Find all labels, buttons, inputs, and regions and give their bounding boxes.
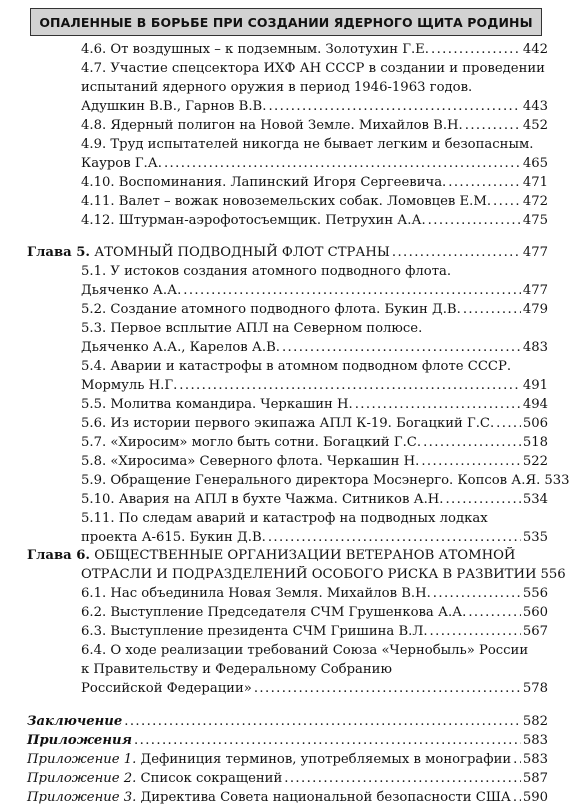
dot-leader: [268, 528, 521, 547]
dot-leader: [513, 750, 521, 769]
toc-chapter-6-line-1[interactable]: [0, 547, 570, 566]
dot-leader: [493, 192, 521, 211]
page-number: 582: [522, 714, 548, 729]
toc-entry-5-5[interactable]: 5.5. Молитва командира. Черкашин Н. . . . 494: [0, 395, 570, 414]
toc-entry-6-3[interactable]: 6.3. Выступление президента СЧМ Гришина В.Л. . . . 567: [0, 622, 570, 641]
toc-entry-5-1-line-1[interactable]: 5.1. У истоков создания атомного подводного флота.: [81, 264, 452, 279]
dot-leader: [430, 622, 521, 641]
page-number: 443: [522, 99, 548, 114]
page-number: 483: [522, 340, 548, 355]
dot-leader: [164, 154, 521, 173]
dot-leader: [431, 40, 521, 59]
dot-leader: [448, 173, 521, 192]
toc-entry-6-1[interactable]: 6.1. Нас объединила Новая Земля. Михайлов В.Н. . . . 556: [0, 584, 570, 603]
dot-leader: [513, 788, 521, 807]
toc-entry-5-9[interactable]: 5.9. Обращение Генерального директора Мосэнерго. Копсов А.Я. 533: [81, 473, 570, 488]
page-number: 578: [522, 681, 548, 696]
toc-entry-6-4-line-2[interactable]: к Правительству и Федеральному Собранию: [81, 662, 392, 677]
page-number: 522: [522, 454, 548, 469]
toc-entry-5-7[interactable]: 5.7. «Хиросим» могло быть сотни. Богацкий Г.С. . . . 518: [0, 433, 570, 452]
toc-chapter-6-line-2[interactable]: ОТРАСЛИ И ПОДРАЗДЕЛЕНИЙ ОСОБОГО РИСКА В РАЗВИТИИ 556: [0, 566, 570, 585]
page-number: 556: [540, 566, 566, 582]
header-title: ОПАЛЕННЫЕ В БОРЬБЕ ПРИ СОЗДАНИИ ЯДЕРНОГО ЩИТА РОДИНЫ: [39, 14, 533, 30]
toc-chapter-5[interactable]: [0, 243, 570, 262]
page-number: 506: [522, 416, 548, 431]
dot-leader: [124, 712, 521, 731]
dot-leader: [421, 452, 521, 471]
page-number: 583: [522, 733, 548, 748]
dot-leader: [496, 414, 521, 433]
dot-leader: [183, 281, 521, 300]
page-number: 518: [522, 435, 548, 450]
toc-entry-5-4-line-2[interactable]: Мормуль Н.Г. . . . 491: [0, 376, 570, 395]
page-number: 590: [522, 790, 548, 805]
spacer: [0, 698, 570, 712]
dot-leader: [355, 395, 521, 414]
dot-leader: [392, 243, 521, 262]
dot-leader: [468, 603, 520, 622]
running-header: [30, 8, 542, 36]
toc-entry-4-12[interactable]: 4.12. Штурман-аэрофотосъемщик. Петрухин А.А. . . . 475: [0, 211, 570, 230]
page-number: 477: [522, 245, 548, 260]
page-number: 479: [522, 302, 548, 317]
dot-leader: [179, 376, 521, 395]
toc-entry-5-11-line-1[interactable]: 5.11. По следам аварий и катастроф на подводных лодках: [81, 511, 488, 526]
dot-leader: [282, 338, 521, 357]
page-number: 494: [522, 397, 548, 412]
page-number: 477: [522, 283, 548, 298]
page-number: 567: [522, 624, 548, 639]
toc-entry-5-3-line-1[interactable]: 5.3. Первое всплытие АПЛ на Северном полюсе.: [81, 321, 423, 336]
toc-entry-4-6[interactable]: 4.6. От воздушных – к подземным. Золотухин Г.Е. . . . 442: [0, 40, 570, 59]
chapter-title: АТОМНЫЙ ПОДВОДНЫЙ ФЛОТ СТРАНЫ: [94, 245, 390, 260]
dot-leader: [134, 731, 521, 750]
page-number: 465: [522, 156, 548, 171]
toc-entry-5-6[interactable]: 5.6. Из истории первого экипажа АПЛ К-19. Богацкий Г.С. . . . 506: [0, 414, 570, 433]
toc-entry-4-7-line-1[interactable]: 4.7. Участие спецсектора ИХФ АН СССР в создании и проведении: [81, 61, 545, 76]
chapter-label: Глава 6.: [27, 548, 91, 563]
toc-conclusion[interactable]: Заключение . . . 582: [0, 712, 570, 731]
page-number: 587: [522, 771, 548, 786]
dot-leader: [463, 300, 521, 319]
toc-entry-4-10[interactable]: 4.10. Воспоминания. Лапинский Игоря Сергеевича. . . . 471: [0, 173, 570, 192]
toc-entry-5-3-line-2[interactable]: Дьяченко А.А., Карелов А.В. . . . 483: [0, 338, 570, 357]
dot-leader: [428, 211, 521, 230]
page-number: 560: [522, 605, 548, 620]
page-number: 556: [522, 586, 548, 601]
toc-entry-5-2[interactable]: 5.2. Создание атомного подводного флота. Букин Д.В. . . . 479: [0, 300, 570, 319]
toc-entry-4-8[interactable]: 4.8. Ядерный полигон на Новой Земле. Михайлов В.Н. . . . 452: [0, 116, 570, 135]
dot-leader: [445, 490, 520, 509]
page-number: 442: [522, 42, 548, 57]
toc-appendix-1[interactable]: Приложение 1. Дефиниция терминов, употребляемых в монографии . . . 583: [0, 750, 570, 769]
dot-leader: [433, 584, 521, 603]
toc-entry-6-2[interactable]: 6.2. Выступление Председателя СЧМ Грушенкова А.А. . . . 560: [0, 603, 570, 622]
dot-leader: [284, 769, 521, 788]
table-of-contents: [0, 40, 570, 807]
page-number: 472: [522, 194, 548, 209]
appendix-label: Приложение 3.: [27, 790, 137, 805]
toc-entry-5-4-line-1[interactable]: 5.4. Аварии и катастрофы в атомном подводном флоте СССР.: [81, 359, 512, 374]
dot-leader: [254, 679, 521, 698]
spacer: [0, 230, 570, 243]
page-number: 535: [522, 530, 548, 545]
appendix-label: Приложение 1.: [27, 752, 137, 767]
toc-entry-5-11-line-2[interactable]: проекта А-615. Букин Д.В. . . . 535: [0, 528, 570, 547]
page-number: 491: [522, 378, 548, 393]
toc-appendix-2[interactable]: Приложение 2. Список сокращений . . . 587: [0, 769, 570, 788]
appendix-label: Приложение 2.: [27, 771, 137, 786]
dot-leader: [268, 97, 520, 116]
toc-appendix-3[interactable]: Приложение 3. Директива Совета национальной безопасности США . . . 590: [0, 788, 570, 807]
toc-entry-6-4-line-1[interactable]: 6.4. О ходе реализации требований Союза «Чернобыль» России: [81, 643, 529, 658]
toc-entry-5-10[interactable]: 5.10. Авария на АПЛ в бухте Чажма. Ситников А.Н. . . . 534: [0, 490, 570, 509]
toc-entry-4-7-line-3[interactable]: Адушкин В.В., Гарнов В.В. . . . 443: [0, 97, 570, 116]
page-number: 475: [522, 213, 548, 228]
toc-entry-6-4-line-3[interactable]: Российской Федерации» . . . 578: [0, 679, 570, 698]
chapter-label: Глава 5.: [27, 245, 91, 260]
page-number: 533: [544, 473, 570, 488]
dot-leader: [465, 116, 521, 135]
page-number: 471: [522, 175, 548, 190]
dot-leader: [423, 433, 521, 452]
toc-entry-4-11[interactable]: 4.11. Валет – вожак новоземельских собак. Ломовцев Е.М. . . . 472: [0, 192, 570, 211]
page-number: 534: [522, 492, 548, 507]
toc-appendices[interactable]: Приложения . . . 583: [0, 731, 570, 750]
toc-entry-5-8[interactable]: 5.8. «Хиросима» Северного флота. Черкашин Н. . . . 522: [0, 452, 570, 471]
toc-entry-4-7-line-2[interactable]: испытаний ядерного оружия в период 1946-1963 годов.: [81, 80, 473, 95]
toc-entry-4-9-line-1[interactable]: 4.9. Труд испытателей никогда не бывает легким и безопасным.: [81, 137, 534, 152]
toc-entry-4-9-line-2[interactable]: Кауров Г.А. . . . 465: [0, 154, 570, 173]
chapter-title: ОБЩЕСТВЕННЫЕ ОРГАНИЗАЦИИ ВЕТЕРАНОВ АТОМНОЙ: [94, 548, 516, 563]
page-number: 452: [522, 118, 548, 133]
page-number: 583: [522, 752, 548, 767]
toc-entry-5-1-line-2[interactable]: Дьяченко А.А. . . . 477: [0, 281, 570, 300]
